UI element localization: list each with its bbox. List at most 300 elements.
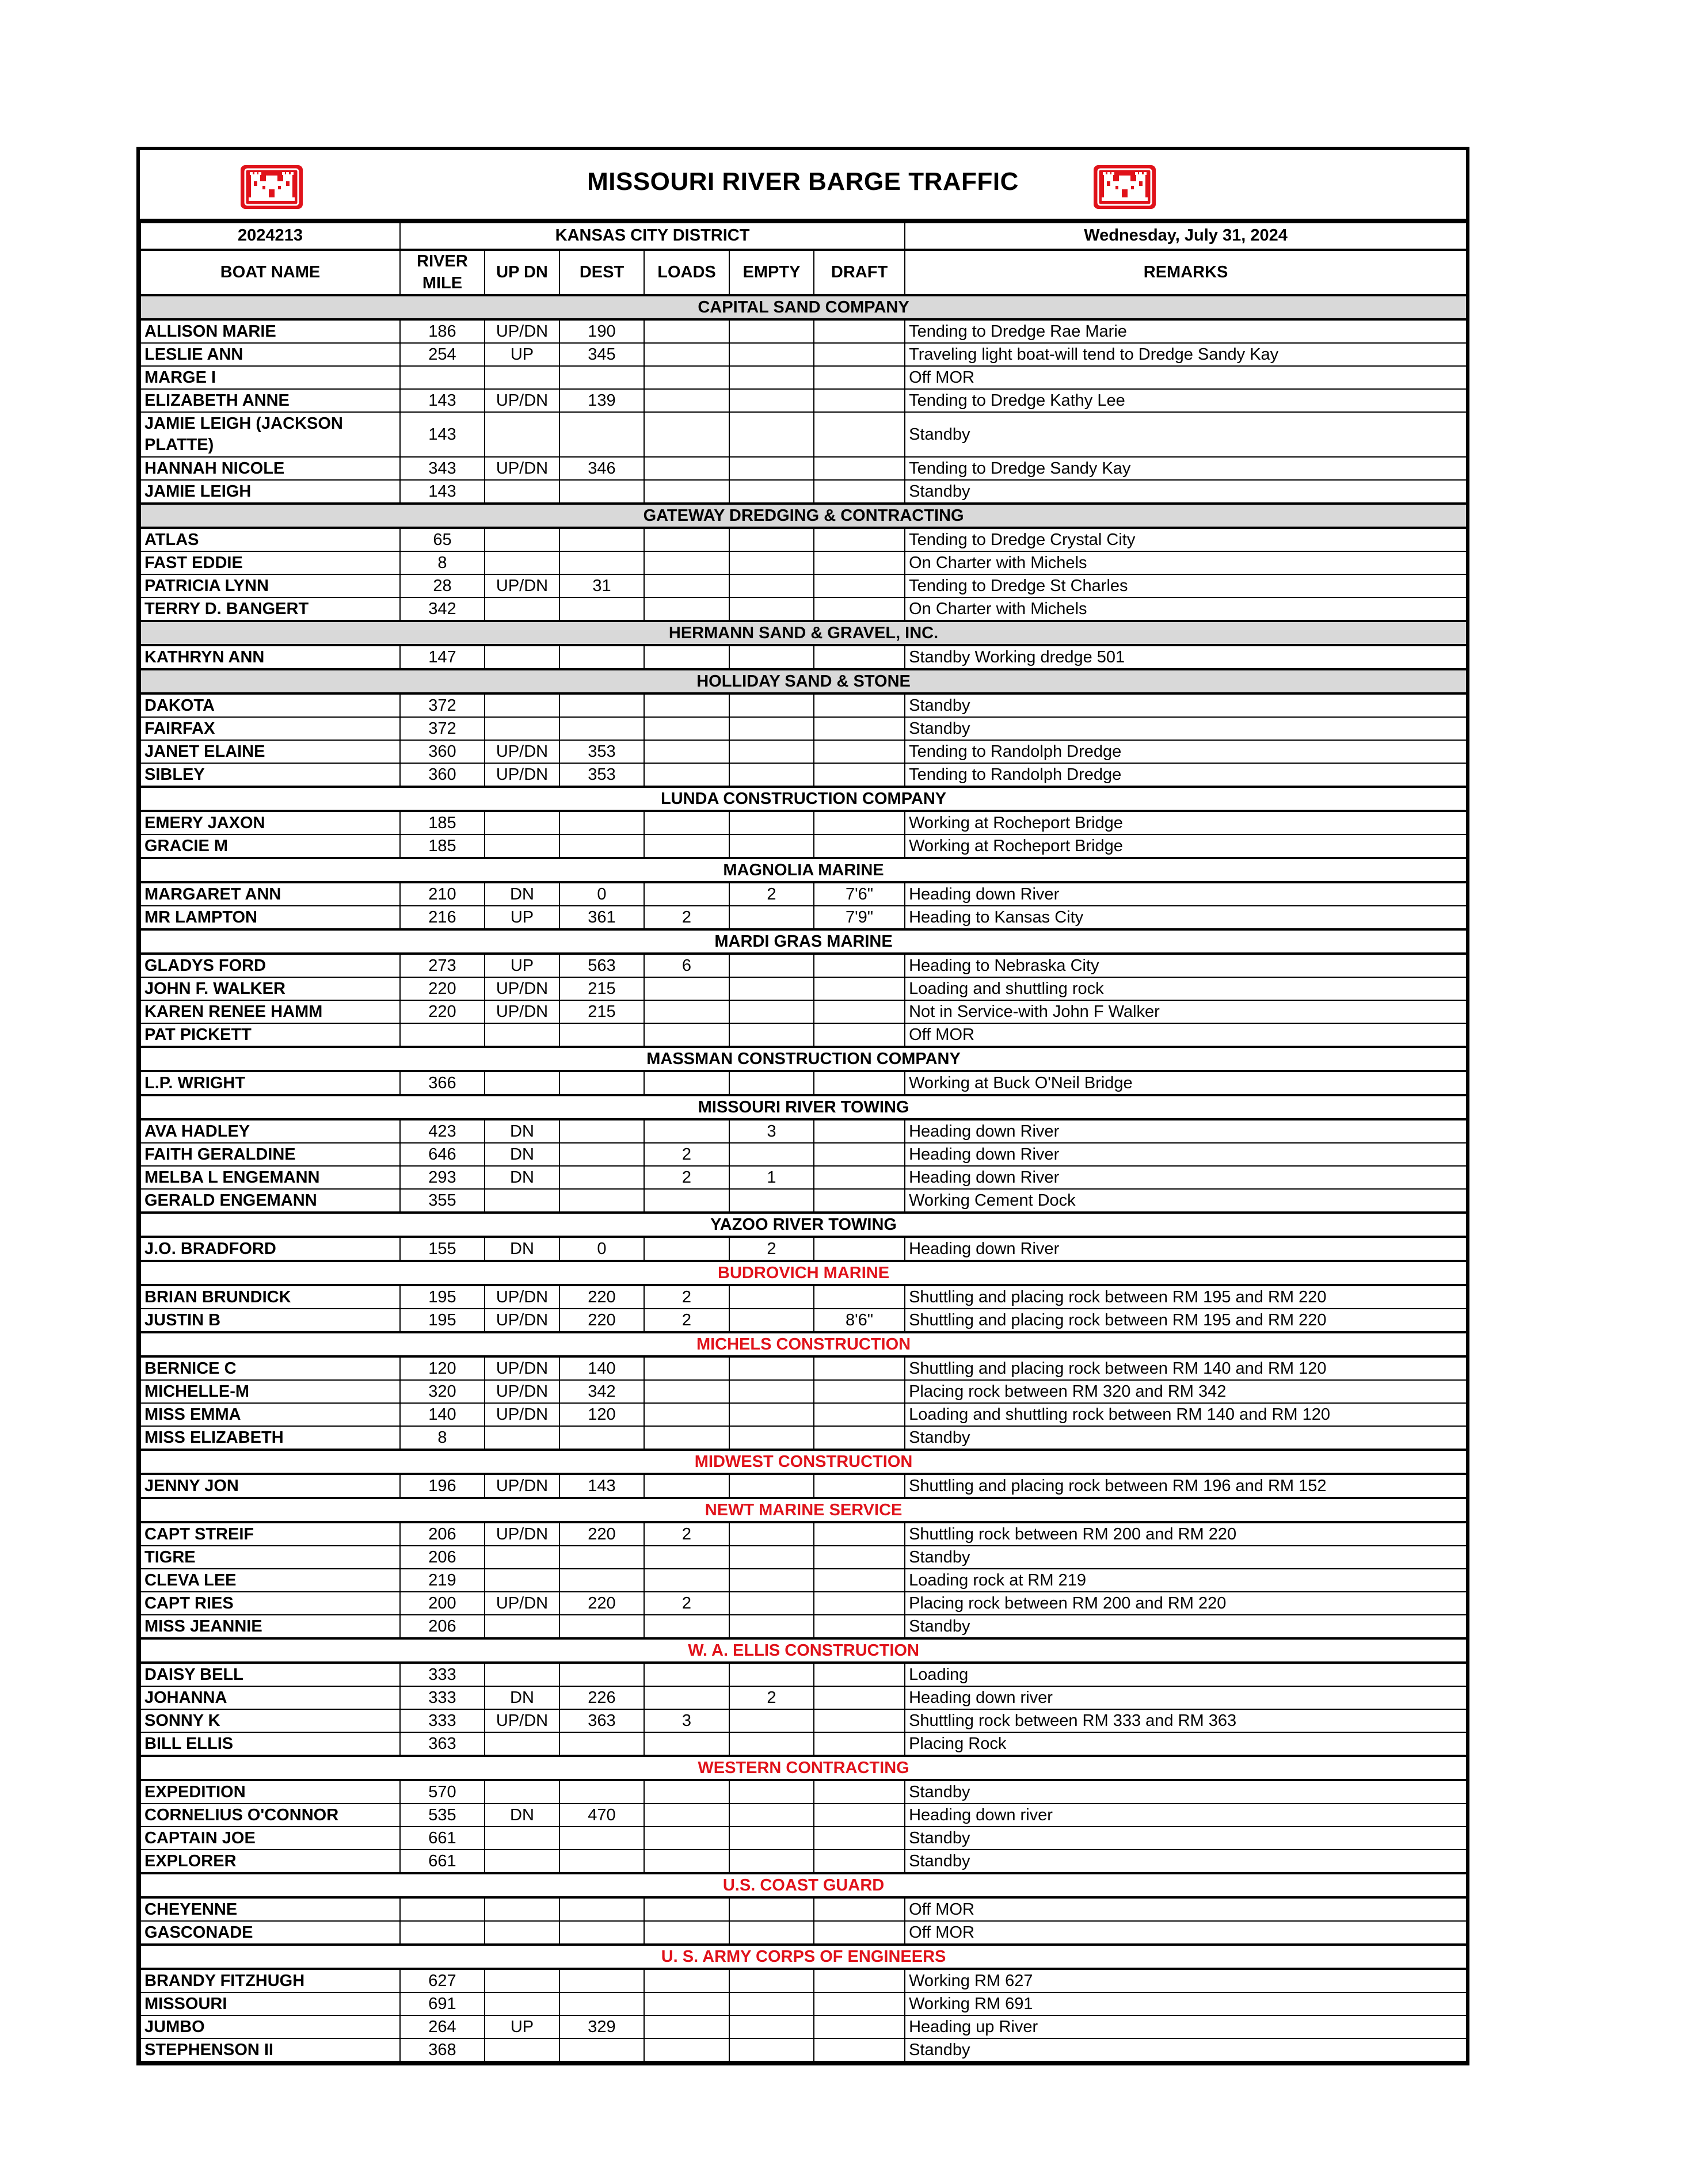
up-dn-cell: DN bbox=[485, 1166, 559, 1189]
remarks-cell: Tending to Dredge Rae Marie bbox=[905, 319, 1467, 343]
remarks-cell: Standby bbox=[905, 2038, 1467, 2061]
col-empty: EMPTY bbox=[729, 250, 814, 295]
loads-cell bbox=[644, 1663, 729, 1686]
loads-cell bbox=[644, 551, 729, 574]
boat-name-cell: BERNICE C bbox=[140, 1356, 400, 1380]
company-header-row bbox=[140, 1638, 1467, 1663]
remarks-cell: Standby bbox=[905, 480, 1467, 504]
river-mile-cell: 661 bbox=[400, 1827, 485, 1850]
river-mile-cell: 372 bbox=[400, 717, 485, 740]
river-mile-cell: 28 bbox=[400, 574, 485, 597]
up-dn-cell bbox=[485, 1969, 559, 1992]
boat-name-cell: SIBLEY bbox=[140, 763, 400, 787]
remarks-cell: Shuttling and placing rock between RM 195 and RM 220 bbox=[905, 1309, 1467, 1332]
up-dn-cell: UP/DN bbox=[485, 574, 559, 597]
dest-cell bbox=[559, 528, 644, 551]
boat-row bbox=[140, 1686, 1467, 1709]
company-name: BUDROVICH MARINE bbox=[140, 1261, 1467, 1285]
dest-cell bbox=[559, 811, 644, 834]
loads-cell bbox=[644, 1992, 729, 2015]
dest-cell bbox=[559, 1615, 644, 1638]
loads-cell bbox=[644, 1615, 729, 1638]
boat-name-cell: MISSOURI bbox=[140, 1992, 400, 2015]
company-header-row bbox=[140, 1047, 1467, 1071]
loads-cell: 3 bbox=[644, 1709, 729, 1732]
up-dn-cell bbox=[485, 693, 559, 717]
remarks-cell: Heading down river bbox=[905, 1804, 1467, 1827]
dest-cell bbox=[559, 597, 644, 621]
dest-cell bbox=[559, 1426, 644, 1450]
empty-cell bbox=[729, 480, 814, 504]
boat-row bbox=[140, 2038, 1467, 2061]
dest-cell: 345 bbox=[559, 343, 644, 366]
dest-cell bbox=[559, 693, 644, 717]
remarks-cell: Off MOR bbox=[905, 366, 1467, 389]
river-mile-cell bbox=[400, 1023, 485, 1047]
up-dn-cell bbox=[485, 1071, 559, 1095]
up-dn-cell bbox=[485, 717, 559, 740]
loads-cell bbox=[644, 1921, 729, 1945]
river-mile-cell: 342 bbox=[400, 597, 485, 621]
dest-cell: 563 bbox=[559, 954, 644, 977]
empty-cell bbox=[729, 551, 814, 574]
draft-cell bbox=[814, 1850, 905, 1873]
remarks-cell: Loading and shuttling rock between RM 140 and RM 120 bbox=[905, 1403, 1467, 1426]
dest-cell: 220 bbox=[559, 1522, 644, 1546]
draft-cell bbox=[814, 1143, 905, 1166]
remarks-cell: Heading to Nebraska City bbox=[905, 954, 1467, 977]
up-dn-cell: DN bbox=[485, 1237, 559, 1261]
up-dn-cell: UP/DN bbox=[485, 1309, 559, 1332]
remarks-cell: Loading rock at RM 219 bbox=[905, 1569, 1467, 1592]
up-dn-cell bbox=[485, 1850, 559, 1873]
loads-cell bbox=[644, 977, 729, 1000]
boat-name-cell: EMERY JAXON bbox=[140, 811, 400, 834]
title-row bbox=[140, 150, 1466, 222]
company-name: LUNDA CONSTRUCTION COMPANY bbox=[140, 787, 1467, 811]
draft-cell bbox=[814, 1522, 905, 1546]
dest-cell: 190 bbox=[559, 319, 644, 343]
up-dn-cell bbox=[485, 1827, 559, 1850]
draft-cell bbox=[814, 1992, 905, 2015]
up-dn-cell: UP/DN bbox=[485, 740, 559, 763]
dest-cell bbox=[559, 366, 644, 389]
dest-cell bbox=[559, 1780, 644, 1804]
up-dn-cell: DN bbox=[485, 1686, 559, 1709]
draft-cell bbox=[814, 763, 905, 787]
river-mile-cell bbox=[400, 1921, 485, 1945]
boat-name-cell: GRACIE M bbox=[140, 834, 400, 858]
company-header-row bbox=[140, 1873, 1467, 1897]
boat-row bbox=[140, 1237, 1467, 1261]
up-dn-cell: UP/DN bbox=[485, 1403, 559, 1426]
dest-cell bbox=[559, 480, 644, 504]
boat-name-cell: CAPT RIES bbox=[140, 1592, 400, 1615]
boat-row bbox=[140, 1285, 1467, 1309]
draft-cell bbox=[814, 954, 905, 977]
dest-cell bbox=[559, 412, 644, 457]
boat-name-cell: GERALD ENGEMANN bbox=[140, 1189, 400, 1213]
company-name: U.S. COAST GUARD bbox=[140, 1873, 1467, 1897]
river-mile-cell: 195 bbox=[400, 1285, 485, 1309]
company-header-row bbox=[140, 1261, 1467, 1285]
boat-row bbox=[140, 457, 1467, 480]
loads-cell: 2 bbox=[644, 906, 729, 929]
remarks-cell: Standby bbox=[905, 693, 1467, 717]
river-mile-cell: 8 bbox=[400, 551, 485, 574]
boat-name-cell: CORNELIUS O'CONNOR bbox=[140, 1804, 400, 1827]
dest-cell: 215 bbox=[559, 977, 644, 1000]
river-mile-cell: 355 bbox=[400, 1189, 485, 1213]
company-header-row bbox=[140, 1095, 1467, 1119]
dest-cell bbox=[559, 1850, 644, 1873]
remarks-cell: Working RM 627 bbox=[905, 1969, 1467, 1992]
up-dn-cell bbox=[485, 551, 559, 574]
remarks-cell: Standby bbox=[905, 1426, 1467, 1450]
up-dn-cell: UP/DN bbox=[485, 1522, 559, 1546]
river-mile-cell: 627 bbox=[400, 1969, 485, 1992]
loads-cell bbox=[644, 480, 729, 504]
loads-cell bbox=[644, 882, 729, 906]
remarks-cell: Heading to Kansas City bbox=[905, 906, 1467, 929]
boat-row bbox=[140, 1380, 1467, 1403]
up-dn-cell: UP/DN bbox=[485, 1380, 559, 1403]
remarks-cell: Working RM 691 bbox=[905, 1992, 1467, 2015]
remarks-cell: Working Cement Dock bbox=[905, 1189, 1467, 1213]
boat-name-cell: AVA HADLEY bbox=[140, 1119, 400, 1143]
remarks-cell: Working at Rocheport Bridge bbox=[905, 834, 1467, 858]
remarks-cell: Standby bbox=[905, 1546, 1467, 1569]
boat-name-cell: SONNY K bbox=[140, 1709, 400, 1732]
draft-cell bbox=[814, 1356, 905, 1380]
remarks-cell: Placing Rock bbox=[905, 1732, 1467, 1756]
loads-cell bbox=[644, 811, 729, 834]
empty-cell bbox=[729, 366, 814, 389]
draft-cell bbox=[814, 1969, 905, 1992]
report-title: MISSOURI RIVER BARGE TRAFFIC bbox=[587, 167, 1019, 196]
draft-cell bbox=[814, 1615, 905, 1638]
loads-cell bbox=[644, 1827, 729, 1850]
empty-cell bbox=[729, 645, 814, 669]
remarks-cell: Tending to Dredge Kathy Lee bbox=[905, 389, 1467, 412]
draft-cell bbox=[814, 389, 905, 412]
remarks-cell: Tending to Dredge Sandy Kay bbox=[905, 457, 1467, 480]
draft-cell bbox=[814, 1663, 905, 1686]
draft-cell bbox=[814, 412, 905, 457]
boat-name-cell: MR LAMPTON bbox=[140, 906, 400, 929]
boat-row bbox=[140, 1663, 1467, 1686]
dest-cell bbox=[559, 1189, 644, 1213]
remarks-cell: Off MOR bbox=[905, 1921, 1467, 1945]
company-name: W. A. ELLIS CONSTRUCTION bbox=[140, 1638, 1467, 1663]
loads-cell bbox=[644, 1403, 729, 1426]
river-mile-cell: 423 bbox=[400, 1119, 485, 1143]
up-dn-cell bbox=[485, 366, 559, 389]
dest-cell bbox=[559, 717, 644, 740]
remarks-cell: Shuttling rock between RM 200 and RM 220 bbox=[905, 1522, 1467, 1546]
boat-row bbox=[140, 1615, 1467, 1638]
boat-name-cell: BILL ELLIS bbox=[140, 1732, 400, 1756]
loads-cell bbox=[644, 1569, 729, 1592]
dest-cell bbox=[559, 1732, 644, 1756]
dest-cell: 226 bbox=[559, 1686, 644, 1709]
empty-cell bbox=[729, 1426, 814, 1450]
company-name: HERMANN SAND & GRAVEL, INC. bbox=[140, 621, 1467, 645]
boat-name-cell: MARGARET ANN bbox=[140, 882, 400, 906]
river-mile-cell: 372 bbox=[400, 693, 485, 717]
boat-name-cell: J.O. BRADFORD bbox=[140, 1237, 400, 1261]
draft-cell bbox=[814, 740, 905, 763]
draft-cell bbox=[814, 1000, 905, 1023]
dest-cell: 140 bbox=[559, 1356, 644, 1380]
empty-cell bbox=[729, 1897, 814, 1921]
empty-cell bbox=[729, 1969, 814, 1992]
boat-row bbox=[140, 977, 1467, 1000]
boat-name-cell: KAREN RENEE HAMM bbox=[140, 1000, 400, 1023]
empty-cell bbox=[729, 1732, 814, 1756]
river-mile-cell: 120 bbox=[400, 1356, 485, 1380]
river-mile-cell: 366 bbox=[400, 1071, 485, 1095]
boat-row bbox=[140, 1546, 1467, 1569]
date-row bbox=[140, 223, 1467, 250]
boat-name-cell: L.P. WRIGHT bbox=[140, 1071, 400, 1095]
dest-cell bbox=[559, 1921, 644, 1945]
empty-cell bbox=[729, 1592, 814, 1615]
boat-name-cell: KATHRYN ANN bbox=[140, 645, 400, 669]
company-name: NEWT MARINE SERVICE bbox=[140, 1498, 1467, 1522]
empty-cell bbox=[729, 574, 814, 597]
dest-cell bbox=[559, 1143, 644, 1166]
loads-cell bbox=[644, 366, 729, 389]
river-mile-cell bbox=[400, 366, 485, 389]
river-mile-cell: 206 bbox=[400, 1546, 485, 1569]
company-name: MARDI GRAS MARINE bbox=[140, 929, 1467, 954]
company-header-row bbox=[140, 858, 1467, 882]
empty-cell bbox=[729, 1992, 814, 2015]
draft-cell bbox=[814, 1897, 905, 1921]
remarks-cell: Heading up River bbox=[905, 2015, 1467, 2038]
loads-cell: 2 bbox=[644, 1143, 729, 1166]
river-mile-cell: 143 bbox=[400, 412, 485, 457]
river-mile-cell: 65 bbox=[400, 528, 485, 551]
company-name: MASSMAN CONSTRUCTION COMPANY bbox=[140, 1047, 1467, 1071]
loads-cell bbox=[644, 1732, 729, 1756]
draft-cell bbox=[814, 366, 905, 389]
up-dn-cell: UP bbox=[485, 906, 559, 929]
loads-cell bbox=[644, 1474, 729, 1498]
draft-cell bbox=[814, 1189, 905, 1213]
dest-cell bbox=[559, 1969, 644, 1992]
column-header-row bbox=[140, 250, 1467, 295]
boat-row bbox=[140, 1897, 1467, 1921]
loads-cell bbox=[644, 763, 729, 787]
empty-cell bbox=[729, 1000, 814, 1023]
boat-row bbox=[140, 1969, 1467, 1992]
draft-cell bbox=[814, 1592, 905, 1615]
draft-cell bbox=[814, 1380, 905, 1403]
loads-cell bbox=[644, 1237, 729, 1261]
river-mile-cell: 368 bbox=[400, 2038, 485, 2061]
report-id: 2024213 bbox=[140, 223, 400, 250]
up-dn-cell bbox=[485, 1732, 559, 1756]
loads-cell bbox=[644, 412, 729, 457]
remarks-cell: Loading bbox=[905, 1663, 1467, 1686]
remarks-cell: Shuttling and placing rock between RM 196 and RM 152 bbox=[905, 1474, 1467, 1498]
empty-cell bbox=[729, 1309, 814, 1332]
river-mile-cell: 691 bbox=[400, 1992, 485, 2015]
boat-name-cell: MARGE I bbox=[140, 366, 400, 389]
dest-cell: 342 bbox=[559, 1380, 644, 1403]
empty-cell bbox=[729, 1921, 814, 1945]
up-dn-cell: DN bbox=[485, 1143, 559, 1166]
empty-cell bbox=[729, 1023, 814, 1047]
remarks-cell: Standby bbox=[905, 1850, 1467, 1873]
boat-name-cell: HANNAH NICOLE bbox=[140, 457, 400, 480]
company-name: MICHELS CONSTRUCTION bbox=[140, 1332, 1467, 1356]
loads-cell bbox=[644, 1119, 729, 1143]
loads-cell: 2 bbox=[644, 1285, 729, 1309]
empty-cell: 2 bbox=[729, 882, 814, 906]
boat-row bbox=[140, 412, 1467, 457]
empty-cell bbox=[729, 740, 814, 763]
draft-cell: 8'6" bbox=[814, 1309, 905, 1332]
empty-cell bbox=[729, 1780, 814, 1804]
remarks-cell: Traveling light boat-will tend to Dredge Sandy Kay bbox=[905, 343, 1467, 366]
boat-row bbox=[140, 1569, 1467, 1592]
loads-cell bbox=[644, 740, 729, 763]
empty-cell: 2 bbox=[729, 1237, 814, 1261]
up-dn-cell: UP/DN bbox=[485, 319, 559, 343]
river-mile-cell: 220 bbox=[400, 977, 485, 1000]
river-mile-cell: 210 bbox=[400, 882, 485, 906]
company-header-row bbox=[140, 621, 1467, 645]
barge-traffic-report bbox=[136, 147, 1469, 2065]
boat-row bbox=[140, 717, 1467, 740]
boat-row bbox=[140, 645, 1467, 669]
draft-cell bbox=[814, 2015, 905, 2038]
dest-cell: 353 bbox=[559, 763, 644, 787]
company-name: GATEWAY DREDGING & CONTRACTING bbox=[140, 504, 1467, 528]
loads-cell bbox=[644, 1356, 729, 1380]
up-dn-cell bbox=[485, 1546, 559, 1569]
up-dn-cell: UP/DN bbox=[485, 457, 559, 480]
loads-cell bbox=[644, 645, 729, 669]
remarks-cell: Working at Rocheport Bridge bbox=[905, 811, 1467, 834]
company-name: MISSOURI RIVER TOWING bbox=[140, 1095, 1467, 1119]
boat-row bbox=[140, 1804, 1467, 1827]
loads-cell bbox=[644, 834, 729, 858]
remarks-cell: Shuttling and placing rock between RM 140 and RM 120 bbox=[905, 1356, 1467, 1380]
empty-cell bbox=[729, 906, 814, 929]
remarks-cell: Standby bbox=[905, 412, 1467, 457]
district-name: KANSAS CITY DISTRICT bbox=[400, 223, 905, 250]
col-river-mile: RIVER MILE bbox=[400, 250, 485, 295]
company-name: CAPITAL SAND COMPANY bbox=[140, 295, 1467, 319]
empty-cell: 3 bbox=[729, 1119, 814, 1143]
loads-cell bbox=[644, 1380, 729, 1403]
up-dn-cell: UP/DN bbox=[485, 1285, 559, 1309]
col-dest: DEST bbox=[559, 250, 644, 295]
empty-cell bbox=[729, 834, 814, 858]
company-name: WESTERN CONTRACTING bbox=[140, 1756, 1467, 1780]
loads-cell bbox=[644, 597, 729, 621]
company-header-row bbox=[140, 1945, 1467, 1969]
draft-cell bbox=[814, 480, 905, 504]
boat-name-cell: MISS JEANNIE bbox=[140, 1615, 400, 1638]
col-up-dn: UP DN bbox=[485, 250, 559, 295]
up-dn-cell: UP/DN bbox=[485, 1592, 559, 1615]
boat-row bbox=[140, 366, 1467, 389]
dest-cell: 220 bbox=[559, 1285, 644, 1309]
draft-cell bbox=[814, 717, 905, 740]
boat-name-cell: MELBA L ENGEMANN bbox=[140, 1166, 400, 1189]
boat-row bbox=[140, 528, 1467, 551]
remarks-cell: Not in Service-with John F Walker bbox=[905, 1000, 1467, 1023]
boat-row bbox=[140, 811, 1467, 834]
up-dn-cell bbox=[485, 1615, 559, 1638]
empty-cell bbox=[729, 811, 814, 834]
up-dn-cell bbox=[485, 1992, 559, 2015]
empty-cell bbox=[729, 2038, 814, 2061]
empty-cell bbox=[729, 1285, 814, 1309]
river-mile-cell: 8 bbox=[400, 1426, 485, 1450]
empty-cell bbox=[729, 1663, 814, 1686]
boat-row bbox=[140, 1000, 1467, 1023]
col-remarks: REMARKS bbox=[905, 250, 1467, 295]
boat-name-cell: JUMBO bbox=[140, 2015, 400, 2038]
river-mile-cell: 254 bbox=[400, 343, 485, 366]
up-dn-cell: UP/DN bbox=[485, 763, 559, 787]
dest-cell bbox=[559, 645, 644, 669]
remarks-cell: Shuttling rock between RM 333 and RM 363 bbox=[905, 1709, 1467, 1732]
boat-name-cell: FAST EDDIE bbox=[140, 551, 400, 574]
dest-cell: 143 bbox=[559, 1474, 644, 1498]
draft-cell bbox=[814, 1474, 905, 1498]
up-dn-cell bbox=[485, 2038, 559, 2061]
loads-cell bbox=[644, 1969, 729, 1992]
boat-name-cell: MISS ELIZABETH bbox=[140, 1426, 400, 1450]
dest-cell: 353 bbox=[559, 740, 644, 763]
remarks-cell: On Charter with Michels bbox=[905, 551, 1467, 574]
up-dn-cell bbox=[485, 412, 559, 457]
draft-cell bbox=[814, 1827, 905, 1850]
up-dn-cell: UP bbox=[485, 343, 559, 366]
up-dn-cell: DN bbox=[485, 1804, 559, 1827]
draft-cell bbox=[814, 2038, 905, 2061]
remarks-cell: Placing rock between RM 320 and RM 342 bbox=[905, 1380, 1467, 1403]
company-header-row bbox=[140, 1213, 1467, 1237]
boat-row bbox=[140, 763, 1467, 787]
empty-cell bbox=[729, 1709, 814, 1732]
boat-row bbox=[140, 319, 1467, 343]
up-dn-cell: UP bbox=[485, 954, 559, 977]
company-header-row bbox=[140, 1756, 1467, 1780]
dest-cell bbox=[559, 1023, 644, 1047]
boat-row bbox=[140, 1189, 1467, 1213]
boat-name-cell: JAMIE LEIGH (JACKSON PLATTE) bbox=[140, 412, 400, 457]
loads-cell bbox=[644, 717, 729, 740]
boat-row bbox=[140, 882, 1467, 906]
empty-cell bbox=[729, 319, 814, 343]
boat-row bbox=[140, 1119, 1467, 1143]
river-mile-cell bbox=[400, 1897, 485, 1921]
company-header-row bbox=[140, 929, 1467, 954]
dest-cell: 363 bbox=[559, 1709, 644, 1732]
boat-name-cell: GASCONADE bbox=[140, 1921, 400, 1945]
boat-name-cell: CHEYENNE bbox=[140, 1897, 400, 1921]
empty-cell bbox=[729, 343, 814, 366]
boat-name-cell: JOHN F. WALKER bbox=[140, 977, 400, 1000]
